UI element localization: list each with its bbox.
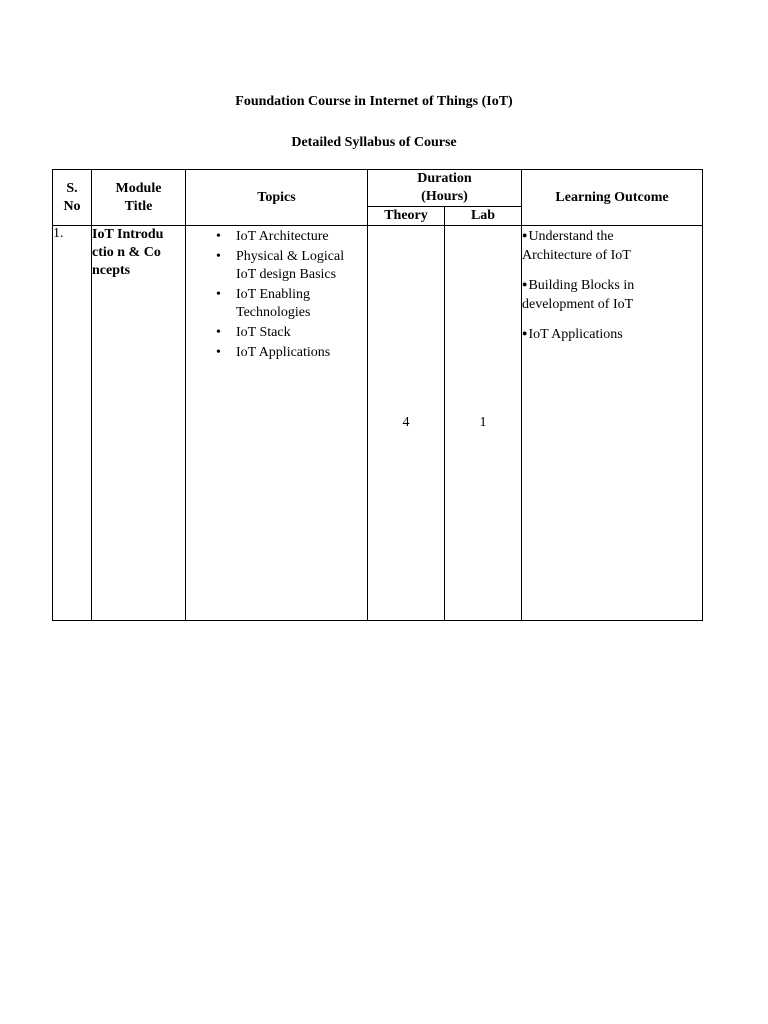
topics-list <box>186 228 367 362</box>
cell-sno: 1. <box>53 226 92 621</box>
cell-learning-outcome <box>522 226 703 621</box>
header-theory: Theory <box>368 207 445 226</box>
document-title: Foundation Course in Internet of Things (IoT) <box>235 94 513 109</box>
cell-lab: 1 <box>445 226 522 621</box>
header-sno: S. No <box>53 170 92 226</box>
outcome-item: ●Building Blocks in development of IoT <box>522 278 635 312</box>
header-lab: Lab <box>445 207 522 226</box>
syllabus-table <box>52 169 703 621</box>
header-module-title: Module Title <box>92 170 186 226</box>
header-topics: Topics <box>186 170 368 226</box>
list-item: • IoT Stack <box>236 324 367 342</box>
list-item: • IoT Enabling Technologies <box>236 286 326 322</box>
cell-module-title: IoT Introductio n & Concepts <box>92 226 186 621</box>
cell-topics <box>186 226 368 621</box>
list-item: • IoT Applications <box>236 344 367 362</box>
header-duration: Duration (Hours) <box>368 170 522 207</box>
cell-theory: 4 <box>368 226 445 621</box>
outcome-item: ●Understand the Architecture of IoT <box>522 229 631 263</box>
bullet-icon: ● <box>522 279 528 289</box>
bullet-icon: ● <box>522 230 528 240</box>
header-learning-outcome: Learning Outcome <box>522 170 703 226</box>
list-item: • IoT Architecture <box>236 228 367 246</box>
bullet-icon: ● <box>522 328 528 338</box>
document-subtitle: Detailed Syllabus of Course <box>291 135 457 150</box>
list-item: • Physical & Logical IoT design Basics <box>236 248 348 284</box>
outcome-item: ●IoT Applications <box>522 327 623 342</box>
table-row <box>53 226 703 621</box>
